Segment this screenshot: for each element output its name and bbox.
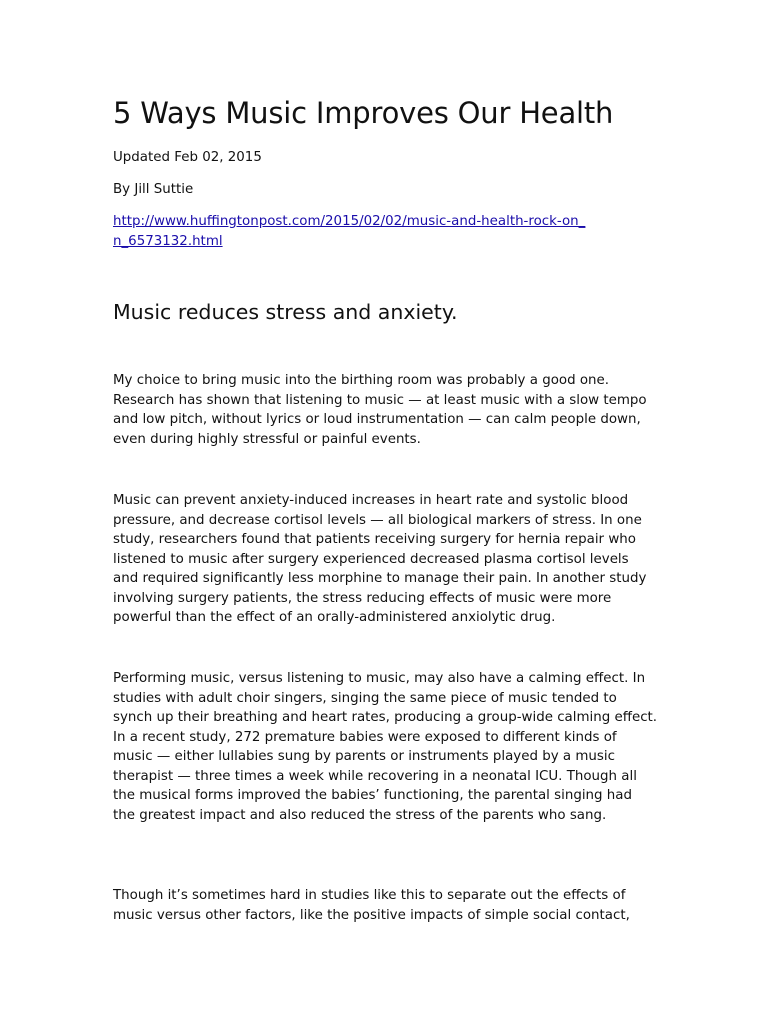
section-heading: Music reduces stress and anxiety. <box>113 300 458 324</box>
source-link[interactable]: http://www.huffingtonpost.com/2015/02/02/music-and-health-rock-on_n_6573132.html <box>113 214 586 249</box>
paragraph: Though it’s sometimes hard in studies like this to separate out the effects of music versus other factors, like the positive impacts of simple social contact, <box>113 888 630 923</box>
paragraph: Music can prevent anxiety-induced increases in heart rate and systolic blood pressure, and decrease cortisol levels — all biological markers of stress. In one study, researchers found that patients receiving surgery for hernia repair who listened to music after surgery experienced decreased plasma cortisol levels and required significantly less morphine to manage their pain. In another study involving surgery patients, the stress reducing effects of music were more powerful than the effect of an orally-administered anxiolytic drug. <box>113 493 647 625</box>
page-title: 5 Ways Music Improves Our Health <box>113 96 614 130</box>
updated-date: Updated Feb 02, 2015 <box>113 150 262 165</box>
author-byline: By Jill Suttie <box>113 182 194 197</box>
paragraph: My choice to bring music into the birthing room was probably a good one. Research has shown that listening to music — at least music with a slow tempo and low pitch, without lyrics or loud instrumentation — can calm people down, even during highly stressful or painful events. <box>113 373 647 447</box>
paragraph: Performing music, versus listening to music, may also have a calming effect. In studies with adult choir singers, singing the same piece of music tended to synch up their breathing and heart rates, producing a group-wide calming effect. In a recent study, 272 premature babies were exposed to different kinds of music — either lullabies sung by parents or instruments played by a music therapist — three times a week while recovering in a neonatal ICU. Though all the musical forms improved the babies’ functioning, the parental singing had the greatest impact and also reduced the stress of the parents who sang. <box>113 671 658 823</box>
